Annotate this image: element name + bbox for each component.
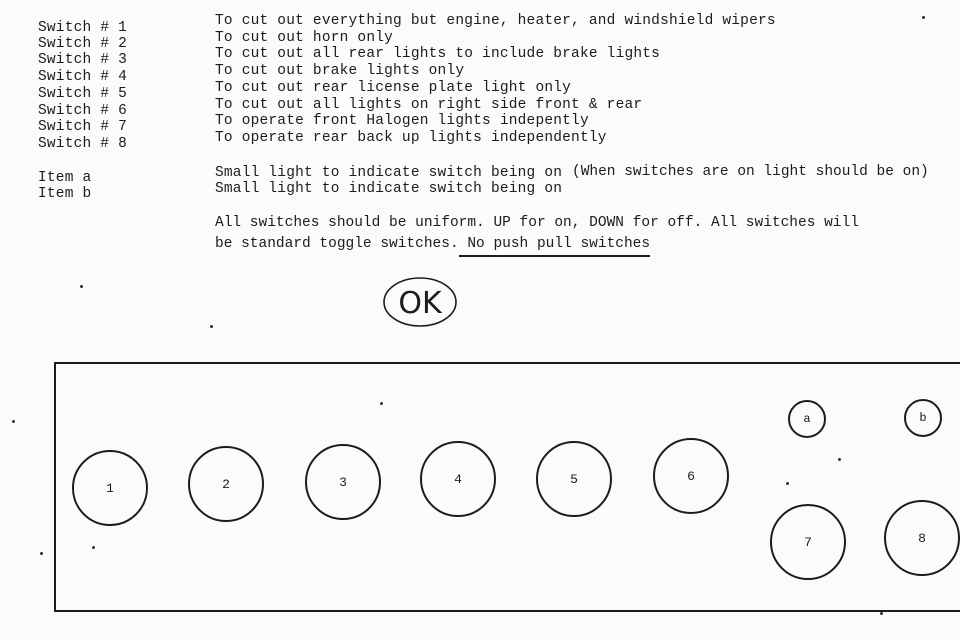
switch-5-label: Switch # 5 xyxy=(38,86,128,102)
switch-hole-4: 4 xyxy=(420,441,496,517)
switch-3-label: Switch # 3 xyxy=(38,52,128,68)
photocopy-speck xyxy=(210,325,213,328)
photocopy-speck xyxy=(880,612,883,615)
photocopy-speck xyxy=(922,16,925,19)
switch-hole-5: 5 xyxy=(536,441,612,517)
switch-7-description: To operate front Halogen lights indepently xyxy=(215,113,589,129)
requirements-line-2-start: be standard toggle switches. xyxy=(215,236,459,252)
switch-3-description: To cut out all rear lights to include brake lights xyxy=(215,46,661,62)
requirements-line-1: All switches should be uniform. UP for on, DOWN for off. All switches will xyxy=(215,215,859,231)
switch-hole-7: 7 xyxy=(770,504,846,580)
photocopy-speck xyxy=(92,546,95,549)
no-push-pull-emphasis: No push pull switches xyxy=(459,236,650,257)
item-a-description: Small light to indicate switch being on xyxy=(215,165,563,181)
switch-hole-8: 8 xyxy=(884,500,960,576)
switch-4-label: Switch # 4 xyxy=(38,69,128,85)
switch-hole-1: 1 xyxy=(72,450,148,526)
photocopy-speck xyxy=(786,482,789,485)
item-b-description: Small light to indicate switch being on xyxy=(215,181,563,197)
switch-4-description: To cut out brake lights only xyxy=(215,63,465,79)
switch-6-description: To cut out all lights on right side front & rear xyxy=(215,97,643,113)
requirements-line-2 xyxy=(215,236,650,252)
ok-approval-text: OK xyxy=(398,286,442,321)
items-note: (When switches are on light should be on) xyxy=(572,164,929,180)
ok-approval-stamp xyxy=(382,276,458,328)
switch-panel-diagram xyxy=(54,362,960,612)
photocopy-speck xyxy=(380,402,383,405)
switch-2-label: Switch # 2 xyxy=(38,36,128,52)
photocopy-speck xyxy=(12,420,15,423)
indicator-light-b: b xyxy=(904,399,942,437)
switch-hole-2: 2 xyxy=(188,446,264,522)
photocopy-speck xyxy=(40,552,43,555)
switch-2-description: To cut out horn only xyxy=(215,30,394,46)
switch-5-description: To cut out rear license plate light only xyxy=(215,80,572,96)
item-b-label: Item b xyxy=(38,186,92,202)
switch-hole-6: 6 xyxy=(653,438,729,514)
switch-6-label: Switch # 6 xyxy=(38,103,128,119)
switch-1-description: To cut out everything but engine, heater, and windshield wipers xyxy=(215,13,776,29)
switch-8-description: To operate rear back up lights independently xyxy=(215,130,607,146)
indicator-light-a: a xyxy=(788,400,826,438)
switch-1-label: Switch # 1 xyxy=(38,20,128,36)
photocopy-speck xyxy=(80,285,83,288)
photocopy-speck xyxy=(838,458,841,461)
switch-7-label: Switch # 7 xyxy=(38,119,128,135)
item-a-label: Item a xyxy=(38,170,92,186)
switch-8-label: Switch # 8 xyxy=(38,136,128,152)
switch-hole-3: 3 xyxy=(305,444,381,520)
